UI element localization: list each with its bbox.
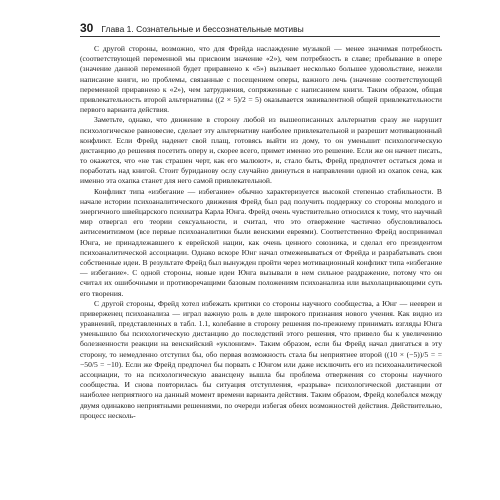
paragraph: Конфликт типа «избегание — избегание» обычно характеризуется высокой степенью стабильности. В начале истории психоаналитического движения Фрейд был рад получить поддержку со стороны молодого и энергичного швейцарского психиатра Карла Юнга. Фрейд очень чувствительно относился к тому, что научный мир отвергал его теории сексуальности, и считал, что это отвержение частично обусловливалось антисемитизмом (все первые психоаналитики были венскими евреями). Соответственно Фрейд воспринимал Юнга, не принадлежавшего к еврейской нации, как очень ценного союзника, и сделал его президентом психоаналитической ассоциации. Однако вскоре Юнг начал отмежевываться от Фрейда и разрабатывать свои собственные идеи. В результате Фрейд был вынужден пройти через мотивационный конфликт типа «избегание — избегание». С одной стороны, новые идеи Юнга вызывали в нем сильное раздражение, потому что он считал их ошибочными и противоречащими базовым положениям психоанализа или выхолащивающими суть его творения. xyxy=(80,186,442,298)
paragraph: С другой стороны, Фрейд хотел избежать критики со стороны научного сообщества, а Юнг — неевреи и приверженец психоанализа — играл важную роль в деле широкого признания нового учения. Как видно из уравнений, представленных в табл. 1.1, колебание в сторону решения по-прежнему принимать взгляды Юнга уменьшило бы психологическую дистанцию до последствий этого решения, что привело бы к увеличению болезненности реакции на венскийский «уклонизм». Таким образом, если бы Фрейд начал двигаться в эту сторону, то немедленно отступил бы, обо первая возможность стала бы неприятнее второй ((10 × (−5))/5 = = −50/5 = −10). Если же Фрейд предпочел бы порвать с Юнгом или даже исключить его из психоаналитической ассоциации, то на психологическую авансцену вышла бы проблема отвержения со стороны научного сообщества. И снова повторилась бы ситуация отступления, «разрыва» психологической дистанции от наиболее неприятного на данный момент времени варианта действия. Таким образом, Фрейд колебался между двумя одинаково неприятными решениями, по очереди избегая обеих возможностей действия. Действительно, процесс несколь- xyxy=(80,298,442,420)
paragraph: С другой стороны, возможно, что для Фрейда наслаждение музыкой — менее значимая потребность (соответствующей переменной мы присвоим значение «2»), чем потребность в славе; пребывание в опере (значение данной переменной будет приравнено к «5») вызывает несколько большее удовольствие, нежели написание книги, но проблемы, связанные с посещением оперы, важного лечь (значение соответствующей переменной приравнено к «2»), чем затруднения, сопряженные с написанием книги. Таким образом, общая привлекательность второй альтернативы ((2 × 5)/2 = 5) оказывается эквивалентной общей привлекательности первого варианта действия. xyxy=(80,44,442,115)
page-header xyxy=(80,21,440,35)
paragraph: Заметьте, однако, что движение в сторону любой из вышеописанных альтернатив сразу же нарушит психологическое равновесие, сделает эту альтернативу наиболее привлекательной и разрешит мотивационный конфликт. Если Фрейд наденет свой плащ, готовясь выйти из дому, то он уменьшит психологическую дистанцию до решения посетить оперу и, скорее всего, примет именно это решение. Если же он начнет писать, то окажется, что «не так страшен черт, как его малюют», и, стало быть, Фрейд предпочтет остаться дома и поработать над книгой. Стоит буриданову ослу случайно двинуться в направлении одной из охапок сена, как именно эта охапка станет для него самой привлекательной. xyxy=(80,115,442,186)
page-number: 30 xyxy=(80,21,94,35)
running-title: Глава 1. Сознательные и бессознательные мотивы xyxy=(101,24,304,34)
header-rule xyxy=(80,36,440,37)
body-text xyxy=(80,44,442,421)
